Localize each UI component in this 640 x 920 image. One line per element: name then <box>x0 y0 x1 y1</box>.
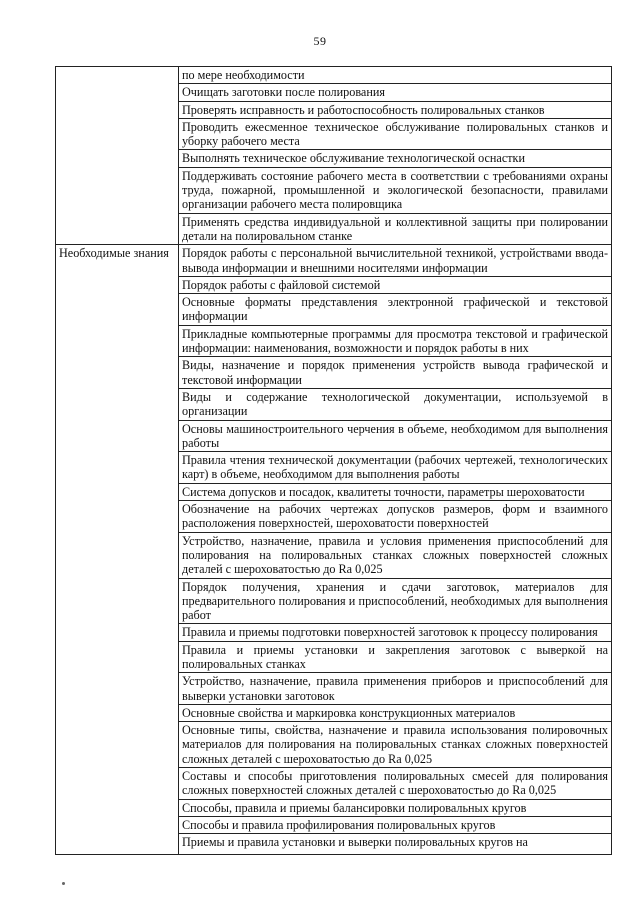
table-cell-item: Правила чтения технической документации (рабочих чертежей, технологических карт) в объеме, необходимом для выполнения работы <box>179 452 612 484</box>
table-cell-item: Проверять исправность и работоспособность полировальных станков <box>179 101 612 118</box>
row-group-label-empty <box>56 67 179 245</box>
table-cell-item: Виды и содержание технологической документации, используемой в организации <box>179 388 612 420</box>
table-cell-item: Виды, назначение и порядок применения устройств вывода графической и текстовой информации <box>179 357 612 389</box>
table-cell-item: Порядок получения, хранения и сдачи заготовок, материалов для предварительного полирования и приспособлений, необходимых для выполнения работ <box>179 578 612 624</box>
table-cell-item: Очищать заготовки после полирования <box>179 84 612 101</box>
table-cell-item: Составы и способы приготовления полировальных смесей для полирования сложных поверхностей сложных деталей с шероховатостью до Ra 0,025 <box>179 768 612 800</box>
table-cell-item: Система допусков и посадок, квалитеты точности, параметры шероховатости <box>179 483 612 500</box>
table-cell-item: по мере необходимости <box>179 67 612 84</box>
row-group-label: Необходимые знания <box>56 245 179 855</box>
table-cell-item: Основные форматы представления электронной графической и текстовой информации <box>179 294 612 326</box>
table-cell-item: Основы машиностроительного черчения в объеме, необходимом для выполнения работы <box>179 420 612 452</box>
table-cell-item: Порядок работы с персональной вычислительной техникой, устройствами ввода-вывода информации и внешними носителями информации <box>179 245 612 277</box>
table-cell-item: Основные типы, свойства, назначение и правила использования полировочных материалов для полирования на полировальных станках сложных поверхностей сложных деталей с шероховатостью до Ra 0,025 <box>179 722 612 768</box>
table-cell-item: Основные свойства и маркировка конструкционных материалов <box>179 704 612 721</box>
table-cell-item: Правила и приемы подготовки поверхностей заготовок к процессу полирования <box>179 624 612 641</box>
table-cell-item: Устройство, назначение, правила применения приборов и приспособлений для выверки установки заготовок <box>179 673 612 705</box>
table-cell-item: Устройство, назначение, правила и условия применения приспособлений для полирования на полировальных станках сложных поверхностей сложных деталей с шероховатостью до Ra 0,025 <box>179 532 612 578</box>
table-cell-item: Прикладные компьютерные программы для просмотра текстовой и графической информации: наименования, возможности и порядок работы в них <box>179 325 612 357</box>
table-cell-item: Способы и правила профилирования полировальных кругов <box>179 816 612 833</box>
table-cell-item: Обозначение на рабочих чертежах допусков размеров, форм и взаимного расположения поверхностей, шероховатости поверхностей <box>179 501 612 533</box>
table-cell-item: Порядок работы с файловой системой <box>179 276 612 293</box>
table-cell-item: Применять средства индивидуальной и коллективной защиты при полировании детали на полировальном станке <box>179 213 612 245</box>
table-cell-item: Проводить ежесменное техническое обслуживание полировальных станков и уборку рабочего места <box>179 118 612 150</box>
table-cell-item: Способы, правила и приемы балансировки полировальных кругов <box>179 799 612 816</box>
table-cell-item: Правила и приемы установки и закрепления заготовок с выверкой на полировальных станках <box>179 641 612 673</box>
page-number: 59 <box>313 34 327 48</box>
table-cell-item: Поддерживать состояние рабочего места в соответствии с требованиями охраны труда, пожарной, промышленной и экологической безопасности, правилами организации рабочего места полировщика <box>179 167 612 213</box>
table-cell-item: Приемы и правила установки и выверки полировальных кругов на <box>179 834 612 855</box>
table-row <box>56 67 612 84</box>
scan-speck <box>62 882 65 885</box>
requirements-table <box>55 66 612 855</box>
table-row <box>56 245 612 277</box>
requirements-table-body <box>56 67 612 855</box>
table-cell-item: Выполнять техническое обслуживание технологической оснастки <box>179 150 612 167</box>
